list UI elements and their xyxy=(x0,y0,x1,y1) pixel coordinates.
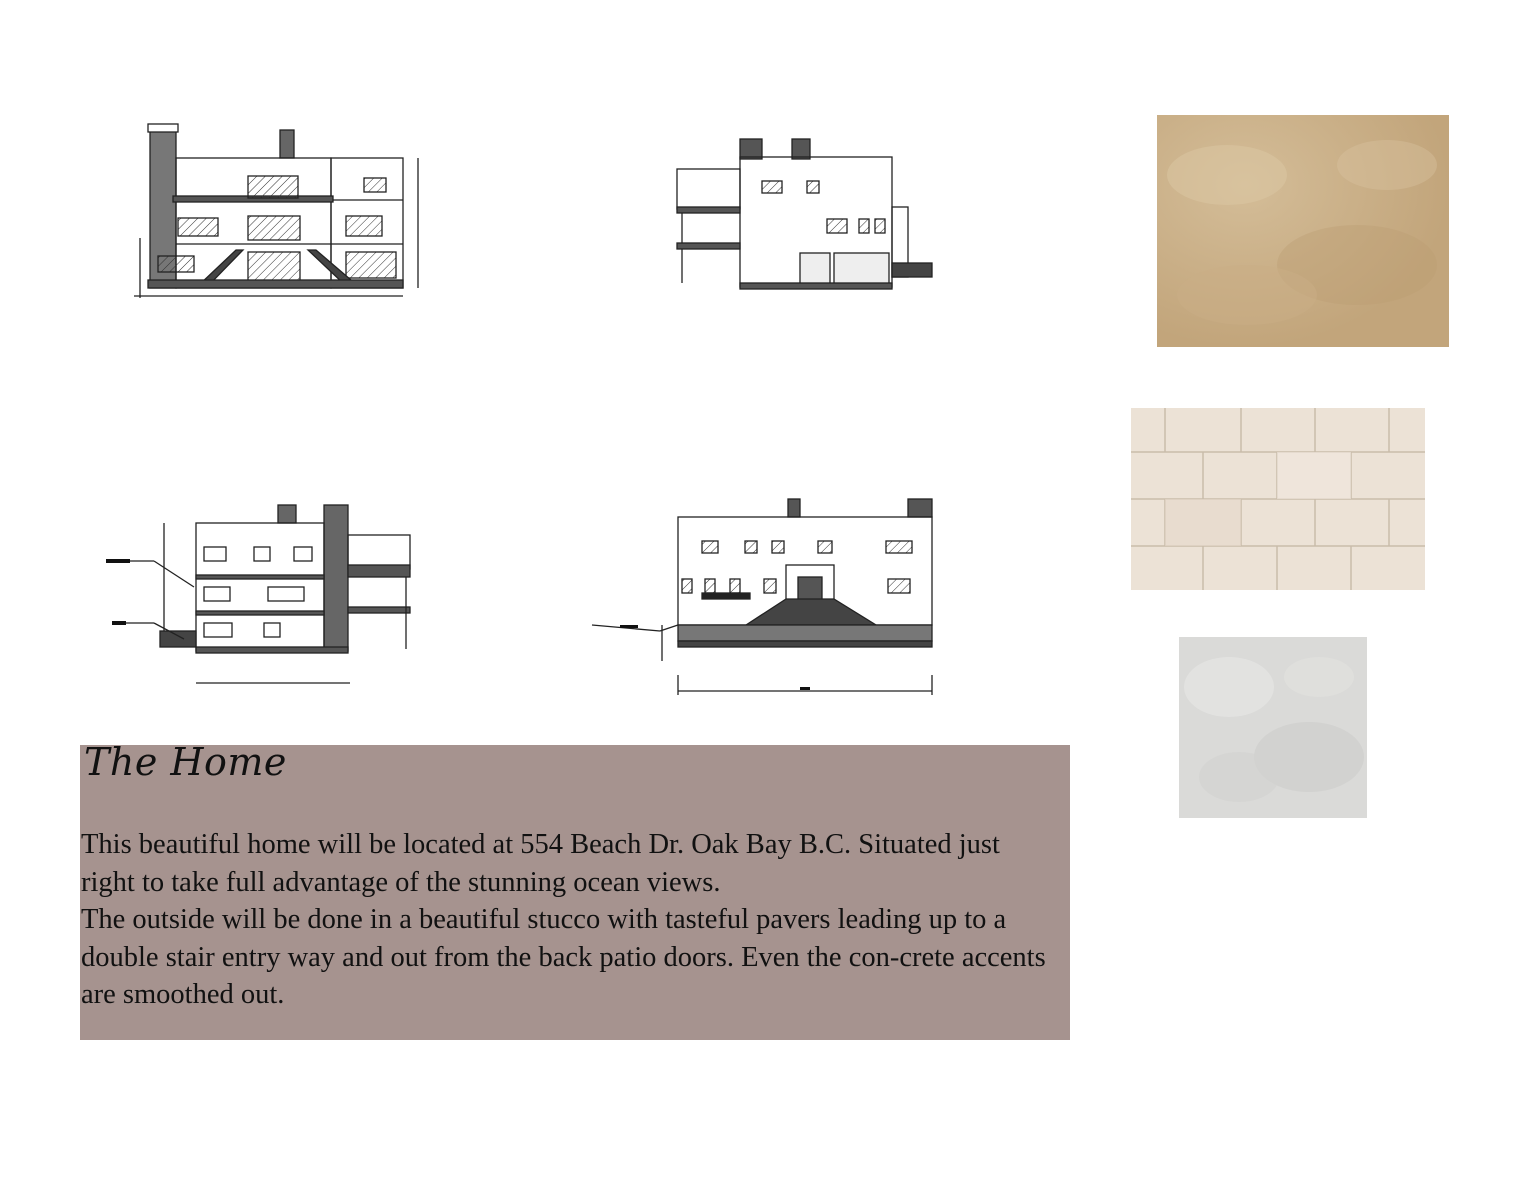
caption-body xyxy=(81,826,1046,1014)
elevation-drawing-4 xyxy=(590,495,940,700)
elevation-drawing-3 xyxy=(104,503,419,693)
elevation-drawing-2 xyxy=(672,135,942,300)
caption-paragraph-1: This beautiful home will be located at 554 Beach Dr. Oak Bay B.C. Situated just right to take full advantage of the stunning ocean views. xyxy=(81,829,1000,898)
concrete-texture-swatch xyxy=(1179,637,1367,818)
paver-texture-swatch xyxy=(1131,408,1425,590)
elevation-drawing-1 xyxy=(128,118,438,308)
caption-title: The Home xyxy=(84,740,287,784)
caption-paragraph-2: The outside will be done in a beautiful stucco with tasteful pavers leading up to a double stair entry way and out from the back patio doors. Even the con-crete accents are smoothed out. xyxy=(81,904,1046,1010)
stucco-texture-swatch xyxy=(1157,115,1449,347)
